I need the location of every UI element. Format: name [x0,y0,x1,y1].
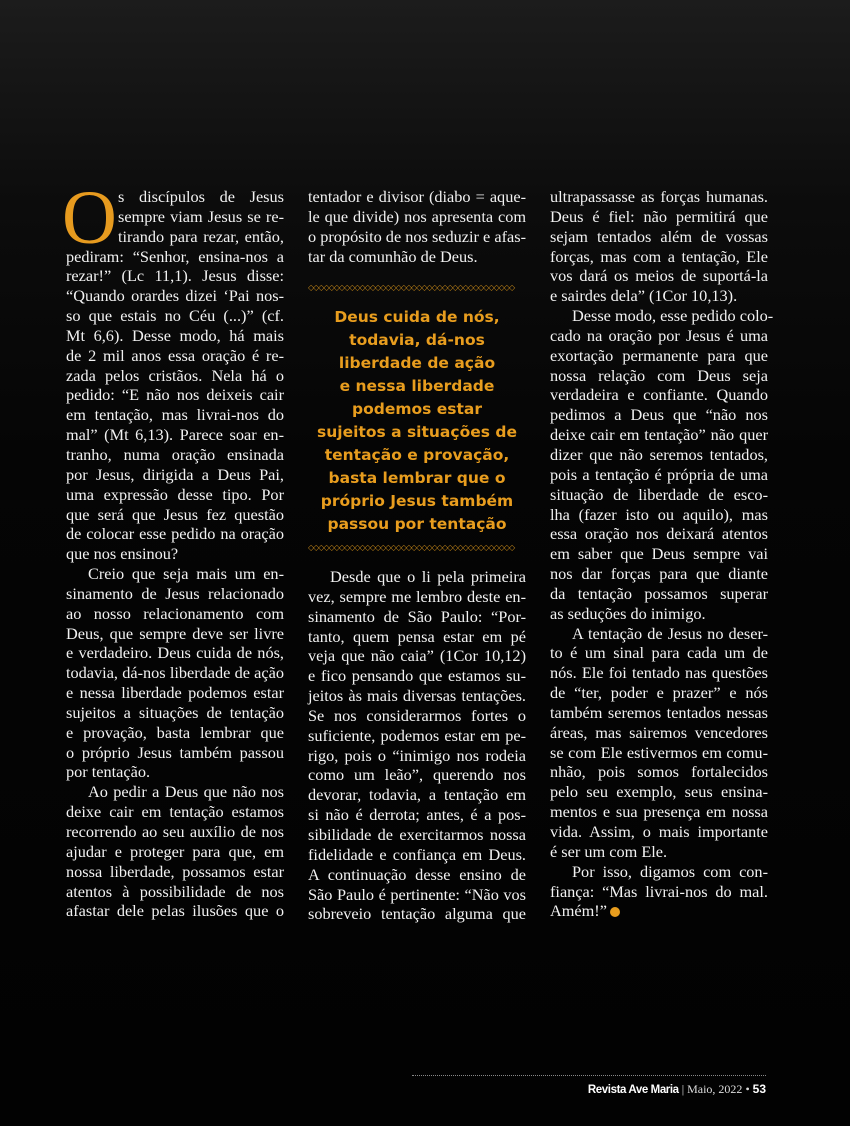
text-line: fidelidade e confiança em Deus. [308,844,526,864]
text-line: se com Ele estivermos em comu- [550,742,768,762]
text-line: também seremos tentados nessas [550,702,768,722]
text-line: tirando para rezar, então, [118,226,284,246]
text-line: tranho, numa oração ensinada [66,444,284,464]
pull-quote-line: tentação e provação, [324,446,510,464]
pull-quote-line: todavia, dá-nos [349,331,485,349]
text-line: o próprio Jesus também passou [66,742,284,762]
magazine-name: Revista Ave Maria [587,1084,679,1096]
text-line: lha (fazer isto ou aquilo), mas [550,504,768,524]
text-line: uma expressão desse tipo. Por [66,484,284,504]
text-line: Amém!” [550,901,607,921]
text-line: áreas, mas sairemos vencedores [550,722,768,742]
text-line: vez, sempre me lembro deste en- [308,586,526,606]
issue-date: Maio, 2022 [687,1082,743,1096]
text-line: e provação, basta lembrar que [66,722,284,742]
text-line: ultrapassasse as forças humanas. [550,187,768,206]
text-line: Deus, que sempre deve ser livre [66,623,284,643]
paragraph [550,624,768,862]
text-line: por Jesus, dirigida a Deus Pai, [66,464,284,484]
text-line: é ser um com Ele. [550,841,668,861]
text-line: as seduções do inimigo. [550,603,706,623]
text-line: le que divide) nos apresenta com [308,206,526,226]
pull-quote-line: e nessa liberdade [339,377,495,395]
paragraph [66,782,284,921]
text-line: tar da comunhão de Deus. [308,246,478,266]
text-line: rigo, pois o “inimigo nos rodeia [308,745,526,765]
text-line: que será que Jesus fez questão [66,504,284,524]
text-line: São Paulo é pertinente: “Não vos [308,884,526,904]
pull-quote [308,306,526,536]
text-line: sinamento de São Paulo: “Por- [308,606,526,626]
text-line: e nessa liberdade podemos estar [66,683,284,703]
text-line: Mt 6,6). Desse modo, há mais [66,325,284,345]
paragraph [550,862,768,922]
text-line: como um leão”, querendo nos [308,765,526,785]
paragraph [550,306,774,624]
text-line: deixe cair em tentação estamos [66,802,284,822]
paragraph [550,187,768,306]
text-line: situação de liberdade de esco- [550,484,768,504]
end-mark-icon [610,907,620,917]
text-line: verdadeira e confiante. Quando [550,385,768,405]
text-line: suficiente, podemos estar em pe- [308,725,526,745]
text-line: forças, mas com a tentação, Ele [550,246,768,266]
text-line: “Quando orardes dizei ‘Pai nos- [66,286,284,306]
text-line: pediram: “Senhor, ensina-nos a [66,246,284,266]
text-line: em saber que Deus sempre vai [550,544,768,564]
article-column-3 [550,187,774,921]
pull-quote-line: basta lembrar que o [328,469,506,487]
paragraph [66,564,284,782]
text-line: Se nos considerarmos fortes o [308,705,526,725]
text-line: de “ter, poder e prazer” e nós [550,683,768,703]
text-line: veja que não caia” (1Cor 10,12) [308,646,526,666]
text-line: sobreveio tentação alguma que [308,904,526,924]
text-line: Deus é fiel: não permitirá que [550,206,768,226]
pull-quote-line: passou por tentação [327,515,507,533]
footer-bullet: • [745,1082,750,1096]
text-line: ajudar e proteger para que, em [66,841,284,861]
text-line: e verdadeiro. Deus cuida de nós, [66,643,284,663]
text-line: jeitos às mais diversas tentações. [308,686,526,706]
footer-dotted-rule [412,1075,766,1076]
text-line: mal” (Mt 6,13). Parece soar en- [66,425,284,445]
text-line: de 2 mil anos essa oração é re- [66,345,284,365]
text-line: rezar!” (Lc 11,1). Jesus disse: [66,266,284,286]
article-column-2-bottom [308,567,526,924]
text-line: zada pelos cristãos. Nela há o [66,365,284,385]
page-number: 53 [752,1082,766,1096]
text-line: Creio que seja mais um en- [88,564,284,584]
pull-quote-line: Deus cuida de nós, [334,308,500,326]
text-line: dizer que não seremos tentados, [550,444,768,464]
text-line: todavia, dá-nos liberdade de ação [66,663,284,683]
text-line: s discípulos de Jesus [118,187,284,206]
article-column-2-top [308,187,526,266]
text-line: e fico pensando que estamos su- [308,666,526,686]
text-line: pedido: “E não nos deixeis cair [66,385,284,405]
text-line: Por isso, digamos com con- [572,861,768,881]
text-line: nossa relação com Deus seja [550,365,768,385]
text-line: nossa liberdade, possamos estar [66,861,284,881]
ornamental-divider-bottom: ◇◇◇◇◇◇◇◇◇◇◇◇◇◇◇◇◇◇◇◇◇◇◇◇◇◇◇◇◇◇◇◇◇◇◇◇◇◇◇◇ [308,544,515,552]
text-line: Ao pedir a Deus que não nos [88,782,284,802]
text-line: ao nosso relacionamento com [66,603,284,623]
text-line: si não é derrota; antes, é a pos- [308,805,526,825]
text-line: pedimos a Deus que “não nos [550,405,768,425]
text-line: de colocar esse pedido na oração [66,524,284,544]
text-line: devorar, todavia, a tentação em [308,785,526,805]
text-line: essa oração nos deixará atentos [550,524,768,544]
pull-quote-line: podemos estar [351,400,483,418]
text-line: nhão, pois somos fortalecidos [550,762,768,782]
text-line [550,901,768,921]
pull-quote-line: sujeitos a situações de [317,423,517,441]
text-line: vida. Assim, o mais importante [550,822,768,841]
text-line: vos dará os meios de suportá-la [550,266,768,286]
text-line: por tentação. [66,762,151,782]
article-column-1 [62,176,284,921]
text-line: to é um sinal para cada um de [550,643,768,663]
text-line: Desse modo, esse pedido colo- [572,306,774,326]
footer-separator: | [681,1082,685,1096]
text-line: tanto, quem pensa estar em pé [308,626,526,646]
ornamental-divider-top: ◇◇◇◇◇◇◇◇◇◇◇◇◇◇◇◇◇◇◇◇◇◇◇◇◇◇◇◇◇◇◇◇◇◇◇◇◇◇◇◇ [308,284,515,292]
text-line: pelo seu exemplo, seus ensina- [550,782,768,802]
text-line: A tentação de Jesus no deser- [572,623,768,643]
pull-quote-line: liberdade de ação [338,354,496,372]
page-footer [588,1082,766,1097]
text-line: nós. Ele foi tentado nas questões [550,663,768,683]
text-line: so que estais no Céu (...)” (cf. [66,306,284,326]
text-line: sibilidade de exercitarmos nossa [308,824,526,844]
text-line: cado na oração por Jesus é uma [550,325,768,345]
text-line: o propósito de nos seduzir e afas- [308,226,526,246]
text-line: recorrendo ao seu auxílio de nos [66,822,284,841]
text-line: sempre viam Jesus se re- [118,206,284,226]
text-line: sejam tentados além de vossas [550,226,768,246]
text-line: exortação permanente para que [550,345,768,365]
pull-quote-line: próprio Jesus também [320,492,514,510]
paragraph [308,187,526,266]
text-line: pois a tentação é própria de uma [550,464,768,484]
text-line: mentos e sua presença em nossa [550,802,768,822]
text-line: atentos à possibilidade de nos [66,881,284,901]
text-line: fiança: “Mas livrai-nos do mal. [550,881,768,901]
text-line: que nos ensinou? [66,544,179,564]
text-line: da tentação possamos superar [550,583,768,603]
text-line: sujeitos a situações de tentação [66,702,284,722]
drop-cap: O [62,176,117,260]
text-line: nos dar forças para que diante [550,564,768,584]
text-line: e sairdes dela” (1Cor 10,13). [550,286,738,306]
text-line: A continuação desse ensino de [308,864,526,884]
text-line: deixe cair em tentação” não quer [550,425,768,445]
text-line: tentador e divisor (diabo = aque- [308,187,526,206]
text-line: sinamento de Jesus relacionado [66,583,284,603]
text-line: Desde que o li pela primeira [330,567,526,586]
text-line: afastar dele pelas ilusões que o [66,901,284,921]
text-line: em tentação, mas livrai-nos do [66,405,284,425]
paragraph [308,567,526,924]
